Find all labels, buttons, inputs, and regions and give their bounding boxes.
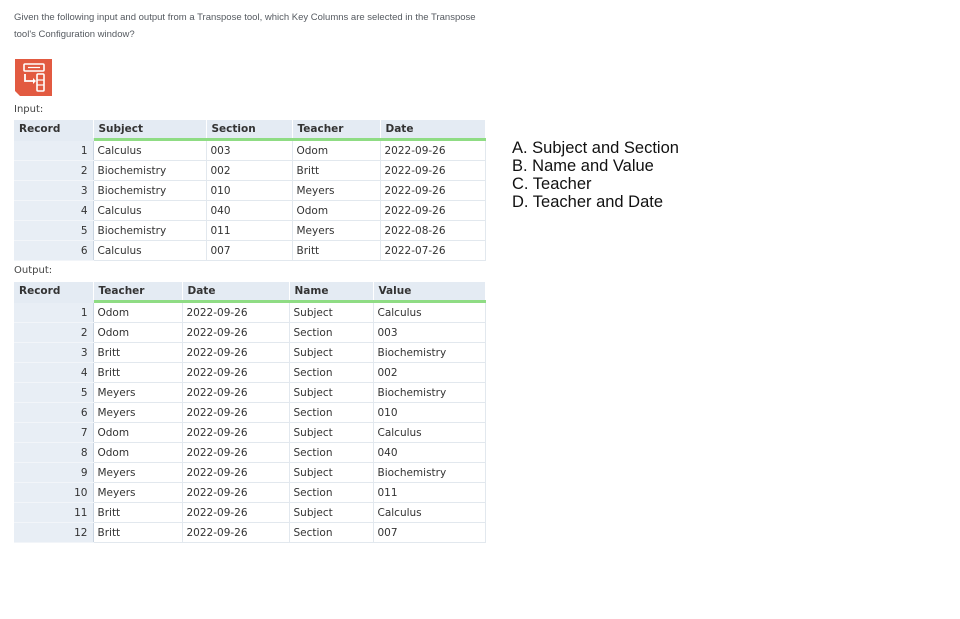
output-cell: 2022-09-26 [182, 443, 289, 463]
output-cell: Britt [93, 523, 182, 543]
output-cell: Subject [289, 383, 373, 403]
output-cell: Subject [289, 423, 373, 443]
output-cell: 003 [373, 323, 485, 343]
output-record-number: 8 [14, 443, 93, 463]
output-record-number: 6 [14, 403, 93, 423]
output-cell: Biochemistry [373, 383, 485, 403]
input-label: Input: [14, 104, 44, 115]
input-record-number: 5 [14, 221, 93, 241]
output-cell: Britt [93, 343, 182, 363]
input-cell: Calculus [93, 140, 206, 161]
output-table-row [14, 443, 485, 463]
input-record-number: 4 [14, 201, 93, 221]
output-col-header: Record [14, 282, 93, 302]
input-cell: Biochemistry [93, 161, 206, 181]
output-cell: 2022-09-26 [182, 403, 289, 423]
output-table-row [14, 483, 485, 503]
output-cell: Calculus [373, 423, 485, 443]
output-table-row [14, 383, 485, 403]
input-col-header: Date [380, 120, 485, 140]
output-cell: Section [289, 403, 373, 423]
output-record-number: 3 [14, 343, 93, 363]
input-record-number: 6 [14, 241, 93, 261]
output-cell: 2022-09-26 [182, 323, 289, 343]
output-table-row [14, 363, 485, 383]
output-cell: Meyers [93, 383, 182, 403]
input-table-row [14, 241, 485, 261]
output-table [14, 282, 486, 543]
input-record-number: 1 [14, 140, 93, 161]
output-record-number: 2 [14, 323, 93, 343]
output-cell: 2022-09-26 [182, 483, 289, 503]
output-cell: Section [289, 323, 373, 343]
output-record-number: 7 [14, 423, 93, 443]
output-cell: Biochemistry [373, 343, 485, 363]
output-cell: Odom [93, 443, 182, 463]
output-cell: Section [289, 523, 373, 543]
input-cell: 2022-09-26 [380, 161, 485, 181]
output-col-header: Name [289, 282, 373, 302]
input-col-header: Record [14, 120, 93, 140]
output-cell: 007 [373, 523, 485, 543]
output-record-number: 11 [14, 503, 93, 523]
output-cell: 011 [373, 483, 485, 503]
output-cell: Meyers [93, 463, 182, 483]
output-record-number: 1 [14, 302, 93, 323]
output-cell: Meyers [93, 483, 182, 503]
output-cell: Calculus [373, 503, 485, 523]
output-table-row [14, 343, 485, 363]
output-cell: Section [289, 443, 373, 463]
output-cell: 002 [373, 363, 485, 383]
output-cell: 010 [373, 403, 485, 423]
output-cell: 2022-09-26 [182, 383, 289, 403]
output-cell: 2022-09-26 [182, 503, 289, 523]
input-table-row [14, 140, 485, 161]
output-record-number: 4 [14, 363, 93, 383]
question-text: Given the following input and output from a Transpose tool, which Key Columns are selected in the Transpose tool's Configuration window? [14, 12, 476, 40]
input-cell: Britt [292, 161, 380, 181]
input-cell: Calculus [93, 241, 206, 261]
output-cell: Subject [289, 343, 373, 363]
output-cell: 2022-09-26 [182, 363, 289, 383]
input-cell: 2022-09-26 [380, 140, 485, 161]
input-cell: Calculus [93, 201, 206, 221]
input-cell: Odom [292, 201, 380, 221]
output-table-row [14, 463, 485, 483]
output-cell: Subject [289, 503, 373, 523]
input-cell: 002 [206, 161, 292, 181]
output-table-row [14, 423, 485, 443]
input-cell: 2022-09-26 [380, 201, 485, 221]
input-record-number: 3 [14, 181, 93, 201]
output-cell: 2022-09-26 [182, 343, 289, 363]
input-col-header: Section [206, 120, 292, 140]
output-cell: Section [289, 483, 373, 503]
output-table-row [14, 403, 485, 423]
output-cell: 040 [373, 443, 485, 463]
output-record-number: 12 [14, 523, 93, 543]
input-cell: Meyers [292, 181, 380, 201]
input-cell: 003 [206, 140, 292, 161]
output-cell: Meyers [93, 403, 182, 423]
transpose-tool-icon [15, 59, 52, 96]
answer-option-a[interactable]: A. Subject and Section [512, 139, 679, 157]
answer-option-b[interactable]: B. Name and Value [512, 157, 654, 175]
input-cell: 040 [206, 201, 292, 221]
input-table-row [14, 161, 485, 181]
output-cell: 2022-09-26 [182, 523, 289, 543]
output-cell: 2022-09-26 [182, 463, 289, 483]
answer-option-c[interactable]: C. Teacher [512, 175, 592, 193]
input-table-row [14, 221, 485, 241]
answer-options [512, 139, 679, 211]
output-cell: 2022-09-26 [182, 423, 289, 443]
output-cell: Calculus [373, 302, 485, 323]
output-cell: Subject [289, 302, 373, 323]
output-cell: Section [289, 363, 373, 383]
answer-option-d[interactable]: D. Teacher and Date [512, 193, 664, 211]
input-table [14, 120, 486, 261]
output-cell: Odom [93, 423, 182, 443]
output-table-row [14, 302, 485, 323]
output-cell: Britt [93, 363, 182, 383]
output-record-number: 9 [14, 463, 93, 483]
output-cell: Odom [93, 302, 182, 323]
input-table-row [14, 201, 485, 221]
input-cell: 2022-07-26 [380, 241, 485, 261]
output-record-number: 10 [14, 483, 93, 503]
input-cell: Britt [292, 241, 380, 261]
input-cell: Meyers [292, 221, 380, 241]
input-col-header: Teacher [292, 120, 380, 140]
input-col-header: Subject [93, 120, 206, 140]
input-cell: 2022-08-26 [380, 221, 485, 241]
output-table-row [14, 523, 485, 543]
input-cell: 2022-09-26 [380, 181, 485, 201]
input-cell: 010 [206, 181, 292, 201]
output-cell: Subject [289, 463, 373, 483]
output-table-row [14, 323, 485, 343]
output-table-row [14, 503, 485, 523]
input-cell: 011 [206, 221, 292, 241]
input-cell: Biochemistry [93, 221, 206, 241]
input-cell: Biochemistry [93, 181, 206, 201]
output-cell: Biochemistry [373, 463, 485, 483]
input-cell: Odom [292, 140, 380, 161]
output-col-header: Value [373, 282, 485, 302]
output-cell: 2022-09-26 [182, 302, 289, 323]
output-col-header: Date [182, 282, 289, 302]
input-cell: 007 [206, 241, 292, 261]
input-table-row [14, 181, 485, 201]
input-record-number: 2 [14, 161, 93, 181]
output-col-header: Teacher [93, 282, 182, 302]
output-record-number: 5 [14, 383, 93, 403]
output-cell: Britt [93, 503, 182, 523]
output-cell: Odom [93, 323, 182, 343]
output-header-row [14, 282, 485, 302]
input-header-row [14, 120, 485, 140]
output-label: Output: [14, 265, 53, 276]
